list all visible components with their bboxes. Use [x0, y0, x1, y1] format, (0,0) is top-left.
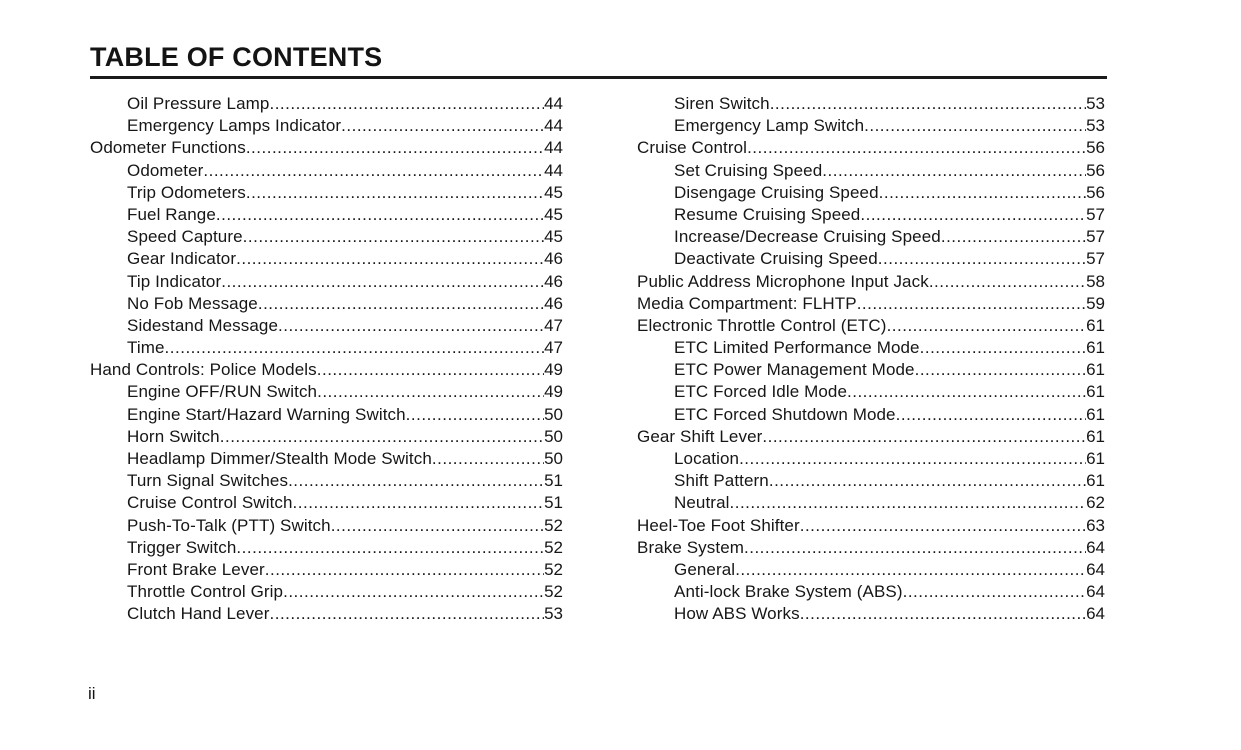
toc-leader-dots — [288, 470, 544, 492]
toc-entry-page: 49 — [544, 360, 563, 380]
toc-entry-label: Cruise Control Switch — [127, 493, 293, 513]
toc-entry-page: 64 — [1086, 559, 1105, 579]
toc-entry — [90, 515, 563, 537]
toc-entry — [637, 182, 1105, 204]
toc-entry — [90, 93, 563, 115]
toc-entry-page: 52 — [544, 559, 563, 579]
toc-entry-label: Brake System — [637, 537, 745, 557]
toc-entry — [90, 559, 563, 581]
toc-entry-label: Front Brake Lever — [127, 559, 265, 579]
toc-entry-label: Emergency Lamps Indicator — [127, 116, 342, 136]
toc-entry-page: 59 — [1086, 293, 1105, 313]
toc-entry — [90, 381, 563, 403]
toc-leader-dots — [236, 248, 544, 270]
toc-entry-page: 53 — [1086, 116, 1105, 136]
toc-entry-label: Clutch Hand Lever — [127, 604, 270, 624]
toc-entry-page: 44 — [544, 94, 563, 113]
toc-leader-dots — [243, 226, 544, 248]
toc-entry-label: Engine Start/Hazard Warning Switch — [127, 404, 406, 424]
toc-entry — [90, 492, 563, 514]
toc-entry-label: Odometer — [127, 160, 204, 180]
toc-entry-page: 56 — [1086, 160, 1105, 180]
toc-entry — [90, 359, 563, 381]
toc-entry-page: 57 — [1086, 204, 1105, 224]
toc-entry — [637, 271, 1105, 293]
toc-entry-page: 61 — [1086, 471, 1105, 491]
toc-entry-page: 45 — [544, 227, 563, 247]
toc-entry-page: 44 — [544, 138, 563, 158]
toc-entry-label: Resume Cruising Speed — [674, 204, 861, 224]
toc-column-right — [637, 93, 1105, 626]
toc-entry-label: Oil Pressure Lamp — [127, 94, 270, 113]
toc-leader-dots — [270, 603, 545, 625]
toc-entry — [90, 137, 563, 159]
toc-entry — [90, 426, 563, 448]
toc-entry-page: 61 — [1086, 382, 1105, 402]
toc-leader-dots — [341, 115, 544, 137]
toc-leader-dots — [265, 559, 544, 581]
toc-entry-page: 51 — [544, 471, 563, 491]
page-header — [90, 42, 1107, 79]
toc-entry-label: Disengage Cruising Speed — [674, 182, 879, 202]
toc-entry — [637, 470, 1105, 492]
toc-entry-page: 49 — [544, 382, 563, 402]
toc-entry — [637, 115, 1105, 137]
toc-entry — [90, 293, 563, 315]
toc-entry-page: 46 — [544, 249, 563, 269]
toc-entry-page: 44 — [544, 116, 563, 136]
toc-entry-label: Hand Controls: Police Models — [90, 360, 317, 380]
toc-column-left — [90, 93, 563, 626]
toc-entry-page: 44 — [544, 160, 563, 180]
toc-entry-page: 47 — [544, 338, 563, 358]
toc-entry — [90, 537, 563, 559]
toc-entry-label: ETC Forced Shutdown Mode — [674, 404, 896, 424]
toc-leader-dots — [822, 160, 1086, 182]
toc-leader-dots — [293, 492, 545, 514]
toc-entry-page: 53 — [1086, 94, 1105, 113]
toc-entry-label: No Fob Message — [127, 293, 258, 313]
toc-entry-label: Throttle Control Grip — [127, 582, 284, 602]
toc-entry-page: 61 — [1086, 338, 1105, 358]
toc-entry — [90, 404, 563, 426]
toc-leader-dots — [246, 182, 544, 204]
toc-leader-dots — [331, 515, 544, 537]
toc-entry-label: Set Cruising Speed — [674, 160, 823, 180]
folio-page-number: ii — [88, 684, 96, 703]
toc-entry — [637, 515, 1105, 537]
toc-entry-page: 61 — [1086, 404, 1105, 424]
toc-leader-dots — [735, 559, 1086, 581]
toc-entry-label: Increase/Decrease Cruising Speed — [674, 227, 941, 247]
toc-entry-label: How ABS Works — [674, 604, 800, 624]
toc-entry — [90, 603, 563, 625]
toc-entry-label: Trigger Switch — [127, 537, 237, 557]
toc-leader-dots — [800, 515, 1086, 537]
toc-leader-dots — [432, 448, 544, 470]
toc-entry — [637, 359, 1105, 381]
toc-entry-label: Siren Switch — [674, 94, 770, 113]
toc-entry — [637, 293, 1105, 315]
toc-entry-page: 56 — [1086, 138, 1105, 158]
toc-entry-page: 52 — [544, 537, 563, 557]
toc-entry-page: 64 — [1086, 582, 1105, 602]
toc-entry-page: 50 — [544, 404, 563, 424]
toc-leader-dots — [929, 271, 1086, 293]
toc-entry-label: ETC Power Management Mode — [674, 360, 915, 380]
toc-leader-dots — [915, 359, 1086, 381]
toc-entry-page: 57 — [1086, 249, 1105, 269]
toc-entry-page: 50 — [544, 426, 563, 446]
toc-entry-label: Engine OFF/RUN Switch — [127, 382, 318, 402]
toc-entry-label: Shift Pattern — [674, 471, 769, 491]
toc-entry-page: 64 — [1086, 537, 1105, 557]
toc-entry — [90, 337, 563, 359]
toc-leader-dots — [739, 448, 1086, 470]
toc-leader-dots — [762, 426, 1086, 448]
toc-entry — [637, 492, 1105, 514]
toc-leader-dots — [857, 293, 1086, 315]
toc-entry-label: Electronic Throttle Control (ETC) — [637, 315, 887, 335]
toc-entry-page: 47 — [544, 315, 563, 335]
toc-entry-label: Speed Capture — [127, 227, 243, 247]
toc-entry — [637, 160, 1105, 182]
toc-entry-page: 61 — [1086, 426, 1105, 446]
toc-entry — [90, 470, 563, 492]
toc-leader-dots — [165, 337, 545, 359]
toc-entry — [90, 448, 563, 470]
toc-leader-dots — [800, 603, 1086, 625]
toc-entry-page: 62 — [1086, 493, 1105, 513]
toc-leader-dots — [269, 93, 544, 115]
toc-entry-label: Emergency Lamp Switch — [674, 116, 865, 136]
toc-entry-label: Sidestand Message — [127, 315, 279, 335]
toc-entry-label: Location — [674, 449, 740, 468]
page-footer — [88, 684, 96, 704]
toc-entry — [90, 271, 563, 293]
toc-entry-label: Time — [127, 338, 165, 358]
table-of-contents — [90, 93, 1105, 626]
page-title: TABLE OF CONTENTS — [90, 42, 383, 72]
toc-entry — [637, 315, 1105, 337]
toc-leader-dots — [770, 93, 1086, 115]
toc-entry-label: Deactivate Cruising Speed — [674, 249, 878, 269]
toc-entry-page: 64 — [1086, 604, 1105, 624]
toc-entry-label: Trip Odometers — [127, 182, 246, 202]
toc-leader-dots — [878, 248, 1086, 270]
toc-leader-dots — [903, 581, 1086, 603]
toc-leader-dots — [896, 404, 1086, 426]
toc-entry-page: 45 — [544, 182, 563, 202]
toc-entry — [90, 182, 563, 204]
toc-entry — [637, 603, 1105, 625]
toc-leader-dots — [203, 160, 544, 182]
toc-entry-label: ETC Forced Idle Mode — [674, 382, 848, 402]
toc-entry-label: General — [674, 559, 736, 579]
toc-leader-dots — [221, 271, 544, 293]
toc-entry-label: Neutral — [674, 493, 730, 513]
toc-entry-label: Tip Indicator — [127, 271, 222, 291]
title-rule — [90, 76, 1107, 79]
toc-entry — [90, 226, 563, 248]
toc-entry — [90, 204, 563, 226]
toc-entry-label: Heel-Toe Foot Shifter — [637, 515, 800, 535]
toc-entry-page: 45 — [544, 204, 563, 224]
toc-leader-dots — [730, 492, 1087, 514]
toc-leader-dots — [216, 204, 544, 226]
toc-leader-dots — [887, 315, 1087, 337]
toc-entry-page: 57 — [1086, 227, 1105, 247]
toc-entry-page: 46 — [544, 271, 563, 291]
toc-leader-dots — [847, 381, 1086, 403]
toc-entry-label: Public Address Microphone Input Jack — [637, 271, 929, 291]
toc-entry — [90, 581, 563, 603]
toc-entry-page: 51 — [544, 493, 563, 513]
toc-entry-page: 61 — [1086, 315, 1105, 335]
toc-entry-label: Gear Indicator — [127, 249, 237, 269]
toc-leader-dots — [920, 337, 1086, 359]
toc-entry-label: Cruise Control — [637, 138, 748, 158]
toc-entry-label: Turn Signal Switches — [127, 471, 289, 491]
toc-entry-page: 56 — [1086, 182, 1105, 202]
toc-entry-page: 58 — [1086, 271, 1105, 291]
toc-entry — [90, 115, 563, 137]
toc-leader-dots — [769, 470, 1086, 492]
toc-entry-label: Fuel Range — [127, 204, 216, 224]
toc-entry — [90, 248, 563, 270]
toc-entry-page: 50 — [544, 449, 563, 468]
toc-leader-dots — [258, 293, 544, 315]
toc-leader-dots — [278, 315, 544, 337]
toc-entry — [637, 204, 1105, 226]
toc-entry — [90, 160, 563, 182]
toc-entry — [637, 337, 1105, 359]
toc-leader-dots — [941, 226, 1086, 248]
toc-entry-page: 52 — [544, 515, 563, 535]
toc-entry — [637, 426, 1105, 448]
toc-entry — [637, 559, 1105, 581]
toc-leader-dots — [747, 137, 1086, 159]
toc-leader-dots — [864, 115, 1086, 137]
toc-leader-dots — [879, 182, 1086, 204]
toc-entry — [637, 248, 1105, 270]
toc-entry-label: Gear Shift Lever — [637, 426, 763, 446]
toc-entry — [637, 137, 1105, 159]
toc-entry-label: Push-To-Talk (PTT) Switch — [127, 515, 331, 535]
toc-entry — [637, 581, 1105, 603]
toc-entry-page: 61 — [1086, 449, 1105, 468]
toc-leader-dots — [406, 404, 544, 426]
toc-leader-dots — [744, 537, 1086, 559]
toc-entry — [637, 226, 1105, 248]
toc-entry-label: Odometer Functions — [90, 138, 246, 158]
toc-entry-page: 53 — [544, 604, 563, 624]
toc-entry-page: 63 — [1086, 515, 1105, 535]
toc-entry-label: Horn Switch — [127, 426, 220, 446]
toc-entry — [637, 93, 1105, 115]
toc-entry — [90, 315, 563, 337]
toc-leader-dots — [860, 204, 1086, 226]
toc-entry — [637, 381, 1105, 403]
toc-entry-page: 52 — [544, 582, 563, 602]
toc-leader-dots — [317, 359, 544, 381]
toc-entry-label: Media Compartment: FLHTP — [637, 293, 857, 313]
toc-leader-dots — [220, 426, 544, 448]
toc-leader-dots — [317, 381, 544, 403]
toc-entry — [637, 537, 1105, 559]
toc-leader-dots — [246, 137, 544, 159]
toc-entry-label: Headlamp Dimmer/Stealth Mode Switch — [127, 449, 432, 468]
toc-entry-page: 61 — [1086, 360, 1105, 380]
toc-entry-label: ETC Limited Performance Mode — [674, 338, 920, 358]
toc-entry — [637, 404, 1105, 426]
toc-entry-page: 46 — [544, 293, 563, 313]
toc-entry — [637, 448, 1105, 470]
toc-leader-dots — [283, 581, 544, 603]
toc-leader-dots — [236, 537, 544, 559]
toc-entry-label: Anti-lock Brake System (ABS) — [674, 582, 903, 602]
